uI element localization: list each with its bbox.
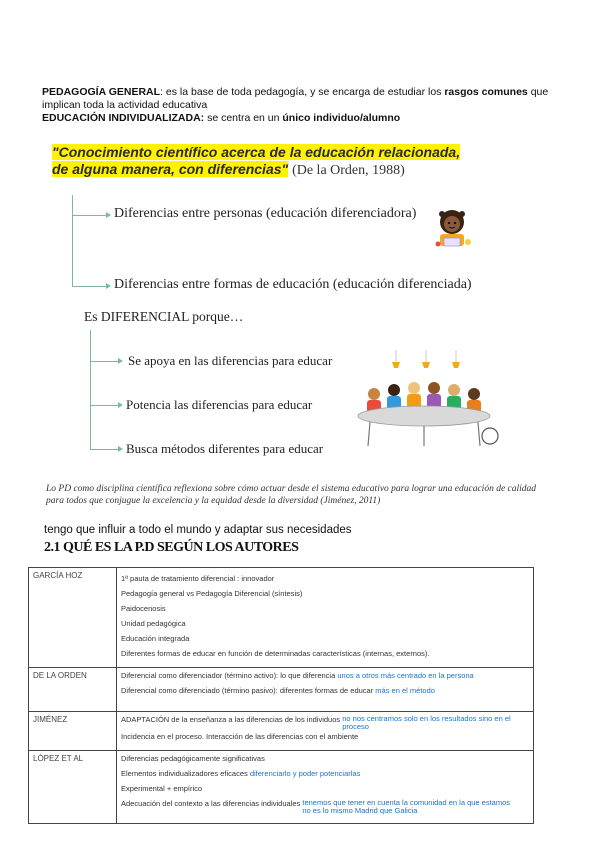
child-reading-illustration <box>430 208 476 252</box>
diferencial-title: Es DIFERENCIAL porque… <box>84 309 244 324</box>
term-educacion-individualizada: EDUCACIÓN INDIVIDUALIZADA: <box>42 112 205 124</box>
branch-connector-2 <box>72 286 106 287</box>
content-cell <box>117 568 534 668</box>
diferencial-item-potencia: Potencia las diferencias para educar <box>126 397 313 412</box>
table-line: Experimental + empírico <box>121 784 203 793</box>
table-row <box>29 668 534 712</box>
quote-line-1: "Conocimiento científico acerca de la educación relacionada, <box>52 144 461 160</box>
arrow-icon <box>118 446 123 452</box>
table-line: Incidencia en el proceso. Interacción de las diferencias con el ambiente <box>121 732 359 741</box>
quote-de-la-orden <box>52 144 460 179</box>
branch-connector-vertical <box>72 195 73 287</box>
arrow-icon <box>118 358 123 364</box>
arrow-icon <box>106 212 111 218</box>
table-row <box>29 751 534 824</box>
handwritten-note: tenemos que tener en cuenta la comunidad en la que estamos no es lo mismo Madrid que Galicia <box>302 798 511 815</box>
diferencial-connector-1 <box>90 361 118 362</box>
branch-diferencias-personas: Diferencias entre personas (educación diferenciadora) <box>114 206 417 221</box>
content-cell <box>117 712 534 751</box>
branch-connector-1 <box>72 215 106 216</box>
author-cell: GARCÍA HOZ <box>29 568 117 668</box>
diferencial-item-busca: Busca métodos diferentes para educar <box>126 441 324 456</box>
arrow-icon <box>118 402 123 408</box>
arrow-icon <box>106 283 111 289</box>
diferencial-connector-2 <box>90 405 118 406</box>
table-line: 1ª pauta de tratamiento diferencial : innovador <box>121 574 275 583</box>
handwritten-note: unos a otros más centrado en la persona <box>337 671 474 680</box>
table-line: Diferencial como diferenciador (término activo): lo que diferencia unos a otros más centrado en la persona <box>121 671 474 680</box>
reflection-jimenez: Lo PD como disciplina científica reflexiona sobre cómo actuar desde el sistema educativo para lograr una educación de calidad para todos que conjugue la excelencia y la equidad desde la diversidad (Jiménez, 2011) <box>46 484 537 506</box>
intro-definitions <box>42 86 562 125</box>
author-cell: JIMÉNEZ <box>29 712 117 751</box>
handwritten-note: no nos centramos solo en los resultados sino en el proceso <box>342 714 511 731</box>
table-line: Elementos individualizadores eficaces diferenciarlo y poder potenciarlas <box>121 769 361 778</box>
personal-note: tengo que influir a todo el mundo y adaptar sus necesidades <box>44 524 352 536</box>
table-line: Diferencias pedagógicamente significativas <box>121 754 265 763</box>
table-line: Adecuación del contexto a las diferencias individuales tenemos que tener en cuenta la comunidad en la que estamos no es lo mismo Madrid que Galicia <box>121 799 529 815</box>
table-row <box>29 568 534 668</box>
table-line: Pedagogía general vs Pedagogía Diferencial (síntesis) <box>121 589 303 598</box>
table-line: Paidocenosis <box>121 604 166 613</box>
content-cell <box>117 751 534 824</box>
quote-line-2: de alguna manera, con diferencias" <box>52 161 289 177</box>
diferencial-connector-3 <box>90 449 118 450</box>
diferencial-connector-vertical <box>90 330 91 450</box>
content-cell <box>117 668 534 712</box>
table-line: Diferentes formas de educar en función de determinadas características (internas, externos). <box>121 649 430 658</box>
table-line: Unidad pedagógica <box>121 619 186 628</box>
handwritten-note: más en el método <box>375 686 435 695</box>
diferencial-item-apoya: Se apoya en las diferencias para educar <box>128 353 333 368</box>
table-row <box>29 712 534 751</box>
table-line: Educación integrada <box>121 634 190 643</box>
classroom-table-illustration <box>350 350 500 448</box>
definition-pedagogia-general: PEDAGOGÍA GENERAL: es la base de toda pedagogía, y se encarga de estudiar los rasgos comunes que implican toda la actividad educativa <box>42 86 549 111</box>
quote-citation: (De la Orden, 1988) <box>292 163 405 178</box>
table-line: Diferencial como diferenciado (término pasivo): diferentes formas de educar más en el método <box>121 686 435 695</box>
definition-educacion-individualizada: EDUCACIÓN INDIVIDUALIZADA: se centra en un único individuo/alumno <box>42 112 401 124</box>
author-cell: DE LA ORDEN <box>29 668 117 712</box>
table-line: ADAPTACIÓN de la enseñanza a las diferencias de los individuos no nos centramos solo en los resultados sino en el proceso <box>121 715 529 731</box>
handwritten-note: diferenciarlo y poder potenciarlas <box>249 769 361 778</box>
section-title: 2.1 QUÉ ES LA P.D SEGÚN LOS AUTORES <box>44 540 299 555</box>
term-pedagogia-general: PEDAGOGÍA GENERAL <box>42 86 161 98</box>
author-cell: LÓPEZ ET AL <box>29 751 117 824</box>
authors-table <box>28 567 534 824</box>
branch-diferencias-formas: Diferencias entre formas de educación (educación diferenciada) <box>114 277 472 292</box>
